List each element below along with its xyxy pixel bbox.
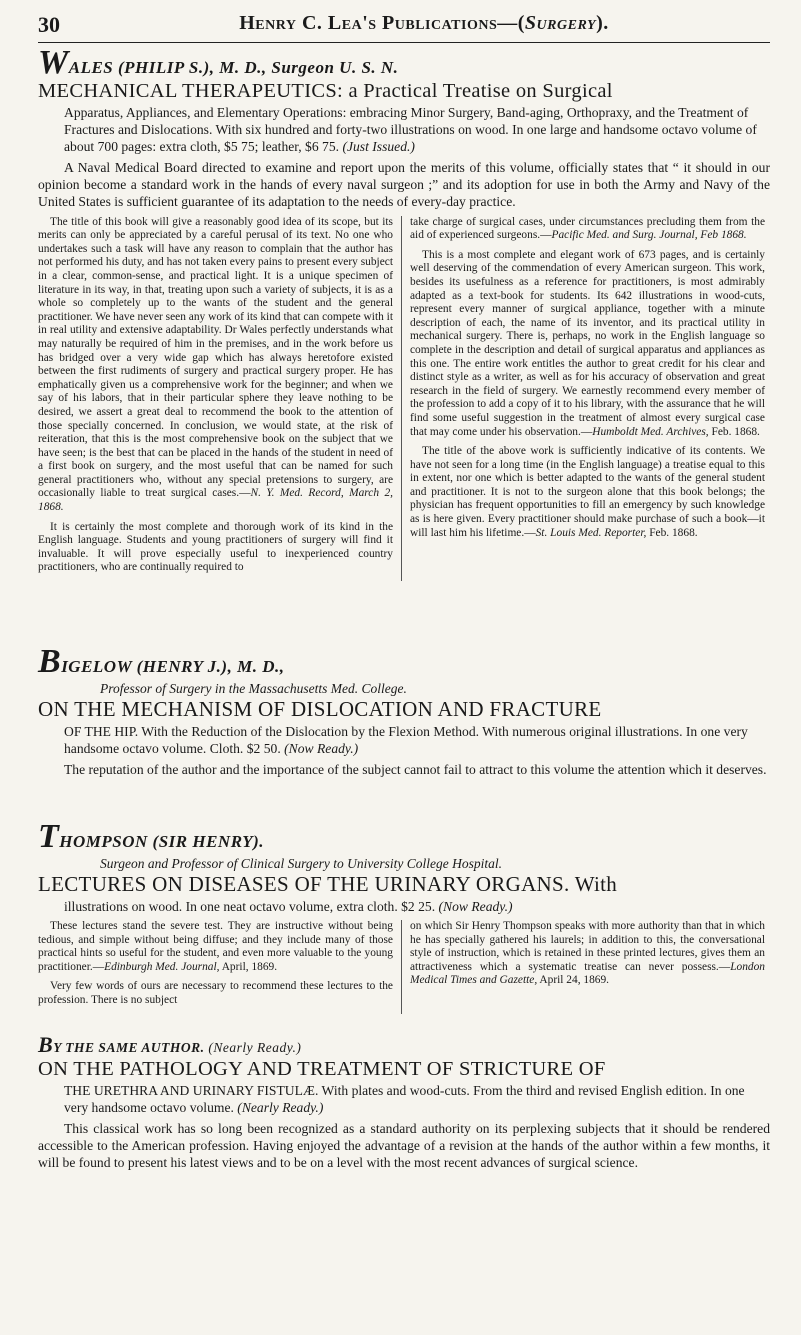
byline-heading: BY THE SAME AUTHOR. (Nearly Ready.) [38,1032,302,1057]
review-paragraph: The title of this book will give a reasonably good idea of its scope, but its merits can only be appreciated by a careful perusal of its text. No one who undertakes such a task will have any reason to complain that the author has not performed his duty, and has not taken every pains to present every subject in a clear, common-sense, and practical light. It is a unique specimen of literature in its way, in that, treating upon such a variety of subjects, it is as a whole so completely up to the wants of the student and the general practitioner. We have never seen any work of its kind that can compete with it in real utility and extensive adaptability. Dr Wales perfectly understands what may naturally be required of him in the premises, and in the work before us has bridged over a very wide gap which has always heretofore existed between the first rudiments of surgery and practical surgery proper. He has emphatically given us a comprehensive work for the beginner; and when we say of his labors, that in their particular sphere they leave nothing to be desired, we assert a great deal to recommend the book to the attention of those specially concerned. In conclusion, we would state, at the risk of reiteration, that this is the most comprehensive book on the subject that we have seen; is the best that can be placed in the hands of the student in need of a first book on surgery, and the most useful that can be named for such general practitioners who, without any special pretensions to surgery, are occasionally liable to treat surgical cases.—N. Y. Med. Record, March 2, 1868. [38,215,393,514]
entry-thompson [38,820,770,1014]
intro-paragraph: This classical work has so long been recognized as a standard authority on its perplexing subjects that it should be rendered accessible to the American profession. Having enjoyed the advantage of a revision at the hands of the author within a few months, it will be found to present his latest views and to be on a level with the most recent advances of surgical science. [38,1121,770,1171]
review-column-right [402,216,765,581]
review-paragraph: Very few words of ours are necessary to recommend these lectures to the profession. There is no subject [38,980,393,1006]
book-title: LECTURES ON DISEASES OF THE URINARY ORGANS. With [38,872,618,896]
book-description: Apparatus, Appliances, and Elementary Operations: embracing Minor Surgery, Band-aging, Orthopraxy, and the Treatment of Fractures and Dislocations. With six hundred and forty-two illustrations on wood. In one large and handsome octavo volume of about 700 pages: extra cloth, $5 75; leather, $6 75. (Just Issued.) [64,105,757,154]
intro-paragraph: The reputation of the author and the importance of the subject cannot fail to attract to this volume the attention which it deserves. [64,762,767,777]
review-column-right [402,920,765,1014]
author-subtitle: Surgeon and Professor of Clinical Surgery to University College Hospital. [100,856,502,871]
review-columns [38,920,770,1014]
book-title: ON THE PATHOLOGY AND TREATMENT OF STRICTURE OF [38,1058,606,1080]
review-column-left [38,216,402,581]
author-heading: BIGELOW (HENRY J.), M. D., [38,643,285,680]
book-title: MECHANICAL THERAPEUTICS: a Practical Treatise on Surgical [38,80,613,102]
author-heading: WALES (PHILIP S.), M. D., Surgeon U. S. N. [38,44,399,81]
entry-bigelow [38,645,770,778]
entry-same-author [38,1032,770,1172]
book-description: illustrations on wood. In one neat octavo volume, extra cloth. $2 25. (Now Ready.) [64,899,513,914]
review-columns [38,216,770,581]
book-description: OF THE HIP. With the Reduction of the Dislocation by the Flexion Method. With numerous original illustrations. In one very handsome octavo volume. Cloth. $2 50. (Now Ready.) [64,724,748,756]
book-title: ON THE MECHANISM OF DISLOCATION AND FRACTURE [38,697,602,721]
review-paragraph: take charge of surgical cases, under circumstances precluding them from the aid of experienced surgeons.—Pacific Med. and Surg. Journal, Feb 1868. [410,215,765,242]
intro-paragraph: A Naval Medical Board directed to examine and report upon the merits of this volume, officially states that “ it should in our opinion become a standard work in the hands of every naval surgeon ;” and its adoption for use in both the Army and Navy of the United States is sufficient guarantee of its adaptation to the needs of every-day practice. [38,160,770,210]
running-title: Henry C. Lea's Publications—(Surgery). [239,12,609,34]
review-paragraph: This is a most complete and elegant work of 673 pages, and is certainly well deserving of the commendation of every American surgeon. This work, besides its usefulness as a reference for practitioners, is most admirably adapted as a text-book for students. Its 642 illustrations in wood-cuts, represent every manner of surgical appliance, together with a minute description of each, the name of its inventor, and its practical utility in mechanical surgery. There is, perhaps, no work in the English language so complete in the description and detail of surgical apparatus and appliances as this one. The entire work entitles the author to great credit for his clear and distinct style as a writer, as well as for his accuracy of observation and great research in the field of surgery. We earnestly recommend every member of the profession to add a copy of it to his library, with the assurance that he will find some useful suggestion in the treatment of almost every surgical case that may come under his observation.—Humboldt Med. Archives, Feb. 1868. [410,248,765,438]
author-heading: THOMPSON (SIR HENRY). [38,818,265,855]
review-paragraph: These lectures stand the severe test. They are instructive without being tedious, and simple without being diffuse; and they include many of those practical hints so useful for the student, and even more valuable to the young practitioner.—Edinburgh Med. Journal, April, 1869. [38,920,393,973]
author-subtitle: Professor of Surgery in the Massachusetts Med. College. [100,681,407,696]
book-description: THE URETHRA AND URINARY FISTULÆ. With plates and wood-cuts. From the third and revised English edition. In one very handsome octavo volume. (Nearly Ready.) [64,1083,745,1115]
running-head [38,8,770,43]
review-paragraph: It is certainly the most complete and thorough work of its kind in the English language. Students and young practitioners of surgery will find it invaluable. It will prove especially useful to inexperienced country practitioners, who are continually required to [38,520,393,574]
review-paragraph: on which Sir Henry Thompson speaks with more authority than that in which he has specially gathered his laurels; in addition to this, the conversational style of instruction, which is retained in these printed lectures, gives them an attractiveness which a systematic treatise can never possess.—London Medical Times and Gazette, April 24, 1869. [410,920,765,987]
review-column-left [38,920,402,1014]
review-paragraph: The title of the above work is sufficiently indicative of its contents. We have not seen for a long time (in the English language) a treatise equal to this in extent, nor one which is better adapted to the wants of the general student and practitioner. It is not to the surgeon alone that this book belongs; the physician has frequent opportunities to fill an emergency by such knowledge as is here given. Every practitioner should make purchase of such a book—it will last him his lifetime.—St. Louis Med. Reporter, Feb. 1868. [410,445,765,539]
page-number: 30 [38,12,60,37]
entry-wales [38,46,770,581]
